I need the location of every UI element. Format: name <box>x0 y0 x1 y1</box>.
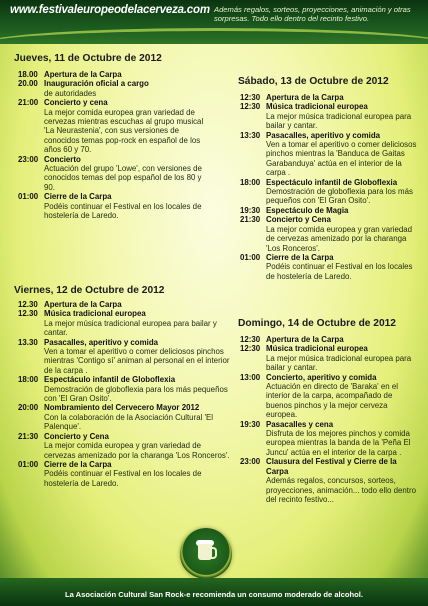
events-domingo <box>240 335 418 504</box>
event-time: 20.00 <box>18 79 38 89</box>
event-description: Demostración de globoflexia para los más pequeños con 'El Gran Osito'. <box>44 384 228 404</box>
footer-band <box>0 578 428 606</box>
event-description: Podéis continuar el Festival en los locales de hostelería de Laredo. <box>266 262 413 281</box>
event-row <box>240 420 418 429</box>
event-name: Cierre de la Carpa <box>44 459 112 469</box>
event-row <box>240 373 418 382</box>
event-name: Música tradicional europea <box>266 344 368 354</box>
event-row <box>240 178 418 187</box>
event-description: Además regalos, concursos, sorteos, proyecciones, animación... todo ello dentro del recinto festivo... <box>266 476 417 504</box>
day-title-domingo: Domingo, 14 de Octubre de 2012 <box>238 318 396 329</box>
day-title-jueves: Jueves, 11 de Octubre de 2012 <box>14 53 162 64</box>
event-name: Apertura de la Carpa <box>44 70 122 79</box>
event-name: Concierto, aperitivo y comida <box>266 372 377 382</box>
event-description: Con la colaboración de la Asociación Cultural 'El Palenque'. <box>44 412 214 432</box>
event-time: 12:30 <box>240 93 261 102</box>
event-time: 18.00 <box>18 70 38 79</box>
event-description: La mejor música tradicional europea para bailar y cantar. <box>44 318 217 338</box>
event-time: 19:30 <box>240 419 261 429</box>
event-name: Concierto <box>44 154 81 164</box>
event-time: 13:00 <box>240 372 261 382</box>
event-row <box>18 79 214 88</box>
event-row <box>18 300 232 309</box>
event-row <box>240 131 418 140</box>
beer-mug-icon <box>198 544 212 560</box>
event-row <box>240 457 418 476</box>
event-name: Cierre de la Carpa <box>266 252 334 262</box>
events-viernes <box>18 300 232 488</box>
event-name: Pasacalles, aperitivo y comida <box>266 130 381 140</box>
footer-text: La Asociación Cultural San Rock-e recomienda un consumo moderado de alcohol. <box>64 590 364 599</box>
event-name: Música tradicional europea <box>44 309 146 319</box>
event-row <box>18 192 214 201</box>
event-description: La mejor comida europea y gran variedad de cervezas amenizado por la charanga 'Los Ronceros'. <box>266 224 413 253</box>
event-description: de autoridades <box>44 88 97 98</box>
event-row <box>240 253 418 262</box>
event-time: 12.30 <box>18 309 38 319</box>
event-description: La mejor comida europea gran variedad de cervezas mientras escuchas al grupo musical 'La Neurastenia', con sus versiones de conocidos temas pop-rock en español de los años 60 y 70. <box>44 107 204 155</box>
event-name: Concierto y Cena <box>266 215 331 225</box>
event-name: Música tradicional europea <box>266 102 368 112</box>
event-name: Cierre de la Carpa <box>44 192 112 202</box>
event-row <box>18 309 232 318</box>
event-name: Espectáculo de Magia <box>266 205 349 215</box>
event-name: Espectáculo infantil de Globoflexia <box>44 375 176 385</box>
event-time: 20:00 <box>18 403 39 413</box>
header-band <box>0 0 428 44</box>
event-row <box>18 460 232 469</box>
event-description: Demostración de globoflexia para los más pequeños con 'El Gran Osito'. <box>266 187 413 206</box>
event-time: 01:00 <box>18 192 39 202</box>
header-note: Además regalos, sorteos, proyecciones, animación y otras sorpresas. Todo ello dentro del recinto festivo. <box>214 5 411 23</box>
event-time: 12.30 <box>18 300 38 309</box>
day-title-sabado: Sábado, 13 de Octubre de 2012 <box>238 76 389 87</box>
event-row <box>240 335 418 344</box>
event-description: La mejor música tradicional europea para bailar y cantar. <box>266 111 412 131</box>
beer-mug-seal-icon <box>180 528 232 580</box>
event-description: La mejor comida europea y gran variedad de cervezas amenizado por la charanga 'Los Ronceros'. <box>44 441 230 460</box>
event-time: 13:30 <box>240 130 261 140</box>
event-row <box>240 102 418 111</box>
events-sabado <box>240 93 418 281</box>
event-row <box>240 93 418 102</box>
event-time: 19:30 <box>240 205 261 215</box>
event-row <box>240 215 418 224</box>
event-name: Apertura de la Carpa <box>266 335 344 344</box>
event-name: Inauguración oficial a cargo <box>44 79 149 89</box>
event-description: Ven a tomar el aperitivo o comer deliciosos pinchos mientras la 'Banduca de Gaitas Garabanduya' actúa en el interior de la carpa . <box>266 140 417 178</box>
event-time: 23:00 <box>240 457 261 467</box>
event-row <box>240 206 418 215</box>
event-row <box>18 403 232 412</box>
event-name: Nombramiento del Cervecero Mayor 2012 <box>44 403 200 413</box>
event-name: Concierto y Cena <box>44 431 109 441</box>
event-description: Podéis continuar el Festival en los locales de hostelería de Laredo. <box>44 469 202 488</box>
event-time: 12:30 <box>240 102 261 112</box>
event-name: Espectáculo infantil de Globoflexia <box>266 177 398 187</box>
event-time: 13.30 <box>18 337 38 347</box>
event-row <box>18 375 232 384</box>
event-time: 23:00 <box>18 154 39 164</box>
event-time: 01:00 <box>240 252 261 262</box>
events-jueves <box>18 70 214 221</box>
event-row <box>18 98 214 107</box>
event-description: La mejor música tradicional europea para bailar y cantar. <box>266 353 412 373</box>
event-name: Concierto y cena <box>44 98 108 108</box>
event-description: Actuación del grupo 'Lowe', con versiones de conocidos temas del pop español de los 80 y 90. <box>44 164 202 192</box>
event-time: 12:30 <box>240 344 261 354</box>
event-name: Pasacalles y cena <box>266 419 334 429</box>
event-name: Apertura de la Carpa <box>266 93 344 102</box>
event-time: 18:00 <box>18 375 39 385</box>
event-description: Podéis continuar el Festival en los locales de hostelería de Laredo. <box>44 201 202 221</box>
event-time: 18:00 <box>240 177 261 187</box>
event-time: 01:00 <box>18 459 39 469</box>
event-description: Actuación en directo de 'Baraka' en el interior de la carpa, acompañado de buenos pinchos y la mejor cerveza europea. <box>266 382 398 420</box>
event-row <box>18 70 214 79</box>
website-url[interactable]: www.festivaleuropeodelacerveza.com <box>10 4 210 16</box>
event-time: 21:30 <box>18 431 39 441</box>
event-row <box>240 344 418 353</box>
event-name: Apertura de la Carpa <box>44 300 122 309</box>
event-row <box>18 432 232 441</box>
event-time: 12:30 <box>240 335 261 344</box>
day-title-viernes: Viernes, 12 de Octubre de 2012 <box>14 285 165 296</box>
event-row <box>18 155 214 164</box>
event-time: 21:30 <box>240 215 261 225</box>
event-description: Disfruta de los mejores pinchos y comida europea mientras la banda de la 'Peña El Juncu' actúa en el interior de la carpa . <box>266 429 411 457</box>
event-description: Ven a tomar el aperitivo o comer deliciosos pinchos mientras 'Contigo sí' animan al personal en el interior de la carpa . <box>44 347 230 375</box>
event-row <box>18 338 232 347</box>
event-name: Pasacalles, aperitivo y comida <box>44 337 159 347</box>
event-name: Clausura del Festival y Cierre de la Carpa <box>266 457 397 476</box>
event-time: 21:00 <box>18 98 39 108</box>
